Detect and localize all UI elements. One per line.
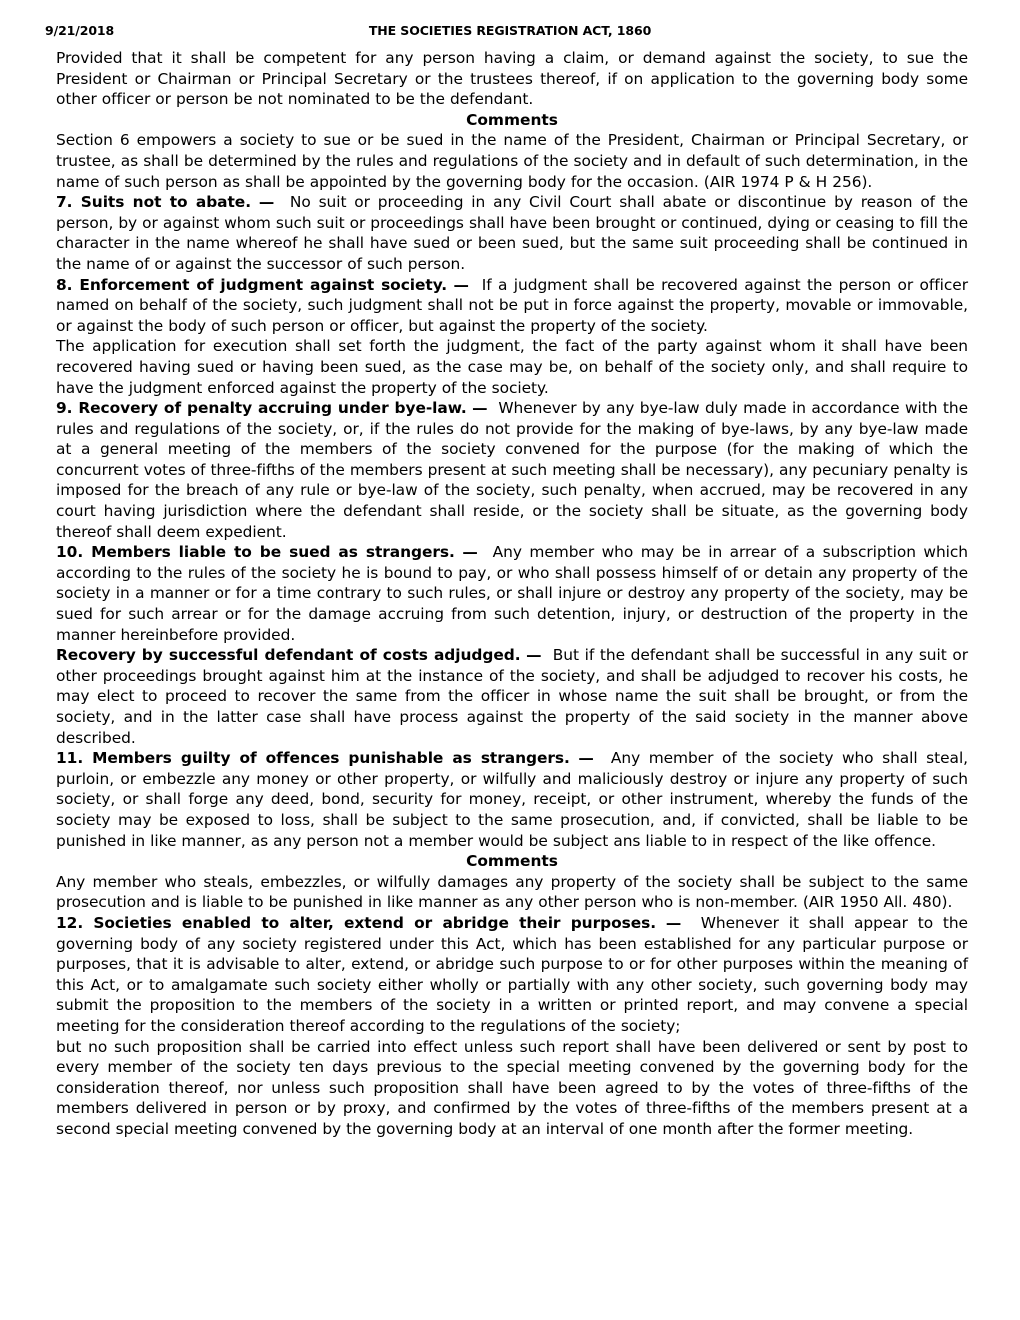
section-10-body: Any member who may be in arrear of a subscription which according to the rules of the society he is bound to pay, or who shall possess himself of or detain any property of the society in a manner or for a time contrary to such rules, or shall injure or destroy any property of the society, may be sued for such arrear or for the damage accruing from such detention, injury, or destruction of the property in the manner hereinbefore provided. xyxy=(56,543,968,644)
document-body xyxy=(56,48,968,1139)
section-recovery-body: But if the defendant shall be successful in any suit or other proceedings brought against him at the instance of the society, and shall be adjudged to recover his costs, he may elect to proceed to recover the same from the officer in whose name the suit shall be brought, or from the society, and in the latter case shall have process against the property of the said society in the manner above described. xyxy=(56,646,968,747)
paragraph-proposition-conditions: but no such proposition shall be carried into effect unless such report shall have been delivered or sent by post to every member of the society ten days previous to the special meeting convened by the governing body for the consideration thereof, nor unless such proposition shall have been agreed to by the votes of three-fifths of the members delivered in person or by proxy, and confirmed by the votes of three-fifths of the members present at a second special meeting convened by the governing body at an interval of one month after the former meeting. xyxy=(56,1037,968,1138)
section-8 xyxy=(56,275,968,337)
section-10-dash: — xyxy=(462,543,478,562)
section-9-dash: — xyxy=(472,399,488,418)
section-10 xyxy=(56,542,968,645)
section-11 xyxy=(56,748,968,851)
section-recovery-title: Recovery by successful defendant of costs adjudged. xyxy=(56,646,521,665)
section-11-title: 11. Members guilty of offences punishable as strangers. xyxy=(56,749,570,768)
section-11-dash: — xyxy=(578,749,594,768)
section-7-title: 7. Suits not to abate. xyxy=(56,193,251,212)
section-12-body: Whenever it shall appear to the governing body of any society registered under this Act, which has been established for any particular purpose or purposes, that it is advisable to alter, extend, or abridge such purpose to or for other purposes within the meaning of this Act, or to amalgamate such society either wholly or partially with any other society, such governing body may submit the proposition to the members of the society in a written or printed report, and may convene a special meeting for the consideration thereof according to the regulations of the society; xyxy=(56,913,968,1035)
section-7-body: No suit or proceeding in any Civil Court shall abate or discontinue by reason of the person, by or against whom such suit or proceedings shall have been brought or continued, dying or ceasing to fill the character in the name whereof he shall have sued or been sued, but the same suit proceeding shall be continued in the name of or against the successor of such person. xyxy=(56,193,969,273)
section-8-body: If a judgment shall be recovered against the person or officer named on behalf of the society, such judgment shall not be put in force against the property, movable or immovable, or against the body of such person or officer, but against the property of the society. xyxy=(56,275,968,335)
section-12 xyxy=(56,913,968,1037)
paragraph-application-for-execution: The application for execution shall set forth the judgment, the fact of the party against whom it shall have been recovered having sued or having been sued, as the case may be, on behalf of the society only, and shall require to have the judgment enforced against the property of the society. xyxy=(56,337,968,397)
header-act-title: THE SOCIETIES REGISTRATION ACT, 1860 xyxy=(368,23,652,38)
comments-heading-1: Comments xyxy=(466,110,558,129)
comments-heading-2: Comments xyxy=(466,852,558,871)
paragraph-proviso: Provided that it shall be competent for any person having a claim, or demand against the society, to sue the President or Chairman or Principal Secretary or the trustees thereof, if on application to the governing body some other officer or person be not nominated to be the defendant. xyxy=(56,49,968,109)
header-date: 9/21/2018 xyxy=(45,23,115,38)
section-recovery-by-successful-defendant xyxy=(56,645,968,748)
section-9 xyxy=(56,398,968,542)
section-11-body: Any member of the society who shall steal, purloin, or embezzle any money or other property, or wilfully and maliciously destroy or injure any property of such society, or shall forge any deed, bond, security for money, receipt, or other instrument, whereby the funds of the society may be exposed to loss, shall be subject to the same prosecution, and, if convicted, shall be liable to be punished in like manner, as any person not a member would be subject ans liable to in respect of the like offence. xyxy=(56,749,969,850)
section-9-body: Whenever by any bye-law duly made in accordance with the rules and regulations of the society, or, if the rules do not provide for the making of bye-laws, by any bye-law made at a general meeting of the members of the society convened for the purpose (for the making of which the concurrent votes of three-fifths of the members present at such meeting shall be necessary), any pecuniary penalty is imposed for the breach of any rule or bye-law of the society, such penalty, when accrued, may be recovered in any court having jurisdiction where the defendant shall reside, or the society shall be situate, as the governing body thereof shall deem expedient. xyxy=(56,399,968,541)
section-8-title: 8. Enforcement of judgment against society. xyxy=(56,275,448,294)
page-running-header xyxy=(45,22,975,40)
section-9-title: 9. Recovery of penalty accruing under bye-law. xyxy=(56,399,467,418)
section-10-title: 10. Members liable to be sued as strangers. xyxy=(56,543,455,562)
section-8-dash: — xyxy=(453,275,469,294)
paragraph-comments-section-11: Any member who steals, embezzles, or wilfully damages any property of the society shall be subject to the same prosecution and is liable to be punished in like manner as any other person who is non-member. (AIR 1950 All. 480). xyxy=(56,872,968,912)
section-7 xyxy=(56,192,968,274)
section-12-dash: — xyxy=(665,913,682,932)
section-recovery-dash: — xyxy=(526,646,542,665)
paragraph-comments-section-6: Section 6 empowers a society to sue or be sued in the name of the President, Chairman or Principal Secretary, or trustee, as shall be determined by the rules and regulations of the society and in default of such determination, in the name of such person as shall be appointed by the governing body for the occasion. (AIR 1974 P & H 256). xyxy=(56,131,968,191)
section-7-dash: — xyxy=(258,193,275,212)
section-12-title: 12. Societies enabled to alter, extend or abridge their purposes. xyxy=(56,913,657,932)
